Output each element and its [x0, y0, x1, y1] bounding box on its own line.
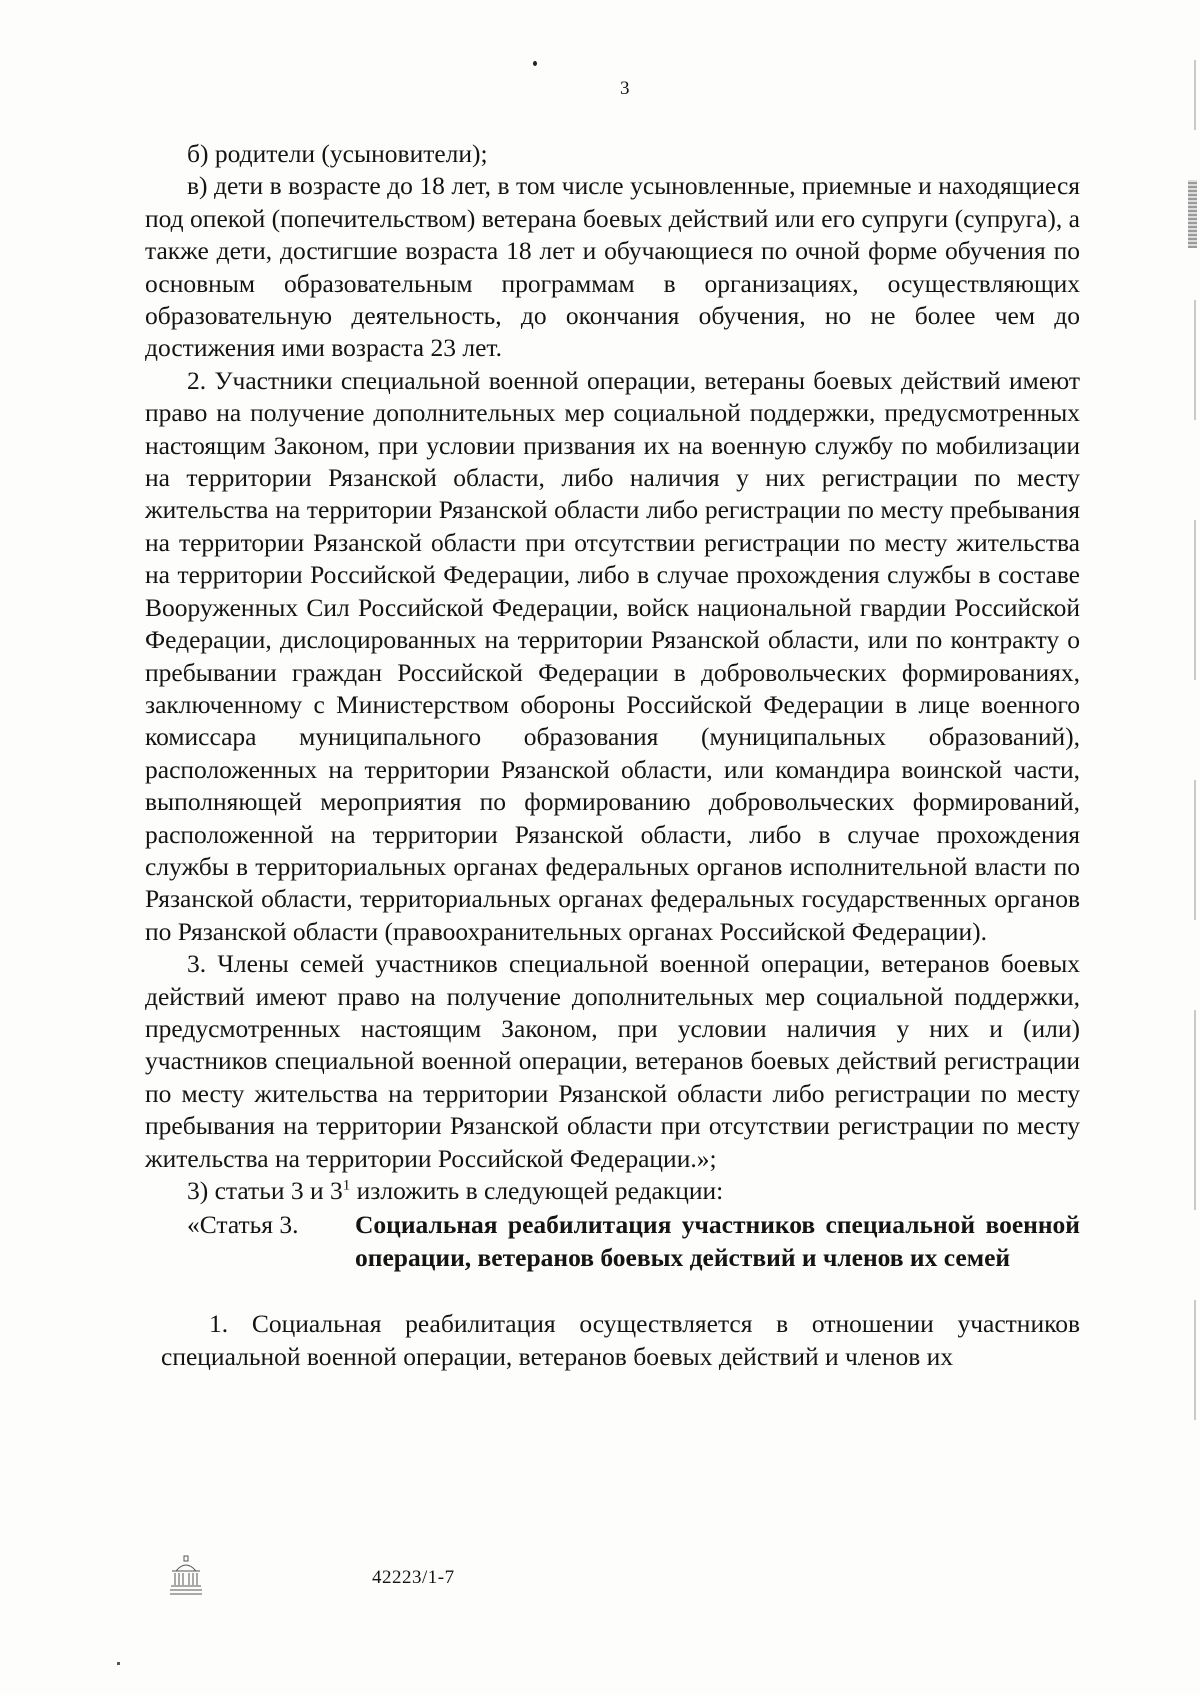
scan-dot [533, 61, 537, 66]
paragraph-2: 2. Участники специальной военной операции, ветераны боевых действий имеют право на получение дополнительных мер социальной поддержки, предусмотренных настоящим Законом, при условии призвания их на военную службу по мобилизации на территории Рязанской области, либо наличия у них регистрации по месту жительства на территории Рязанской области либо регистрации по месту пребывания на территории Рязанской области при отсутствии регистрации по месту жительства на территории Российской Федерации, либо в случае прохождения службы в составе Вооруженных Сил Российской Федерации, войск национальной гвардии Российской Федерации, дислоцированных на территории Рязанской области, или по контракту о пребывании граждан Российской Федерации в добровольческих формированиях, заключенному с Министерством обороны Российской Федерации в лице военного комиссара муниципального образования (муниципальных образований), расположенных на территории Рязанской области, или командира воинской части, выполняющей мероприятия по формированию добровольческих формирований, расположенной на территории Рязанской области, либо в случае прохождения службы в территориальных органах федеральных органов исполнительной власти по Рязанской области, территориальных органах федеральных государственных органов по Рязанской области (правоохранительных органах Российской Федерации). [145, 365, 1080, 946]
paragraph-v: в) дети в возрасте до 18 лет, в том числе усыновленные, приемные и находящиеся под опекой (попечительством) ветерана боевых действий или его супруги (супруга), а также дети, достигшие возраста 18 лет и обучающиеся по очной форме обучения по основным образовательным программам в организациях, осуществляющих образовательную деятельность, до окончания обучения, но не более чем до достижения ими возраста 23 лет. [145, 171, 1080, 363]
building-logo-icon [168, 1555, 204, 1597]
amendment-intro-superscript: 1 [342, 1177, 351, 1194]
amendment-intro-after: изложить в следующей редакции: [350, 1176, 724, 1205]
scan-edge-line [1194, 780, 1196, 920]
scan-edge-line [1194, 300, 1196, 420]
article-paragraph-1: 1. Социальная реабилитация осуществляется в отношении участников специальной военной операции, ветеранов боевых действий и членов их [161, 1309, 1080, 1371]
page-number: 3 [620, 78, 630, 99]
amendment-intro-before: 3) статьи 3 и 3 [187, 1176, 343, 1205]
scan-edge-line [1194, 1300, 1196, 1420]
scan-speck [117, 1662, 120, 1665]
document-code: 42223/1-7 [372, 1567, 455, 1588]
article-title: Социальная реабилитация участников специальной военной операции, ветеранов боевых действий и членов их семей [355, 1210, 1080, 1272]
scan-edge-line [1194, 520, 1196, 680]
amendment-intro [145, 1175, 1080, 1207]
scan-edge-line [1194, 1010, 1196, 1210]
paragraph-b: б) родители (усыновители); [187, 139, 488, 168]
document-body [145, 138, 1080, 1399]
article-label: «Статья 3. [187, 1210, 299, 1240]
scan-edge-marks [1184, 0, 1200, 1695]
scan-edge-line [1194, 60, 1196, 130]
scan-edge-block [1188, 180, 1197, 248]
article-heading [145, 1209, 1080, 1274]
paragraph-3: 3. Члены семей участников специальной военной операции, ветеранов боевых действий имеют право на получение дополнительных мер социальной поддержки, предусмотренных настоящим Законом, при условии наличия у них и (или) участников специальной военной операции, ветеранов боевых действий регистрации по месту жительства на территории Рязанской области либо регистрации по месту пребывания на территории Рязанской области при отсутствии регистрации по месту жительства на территории Российской Федерации.»; [145, 949, 1080, 1173]
